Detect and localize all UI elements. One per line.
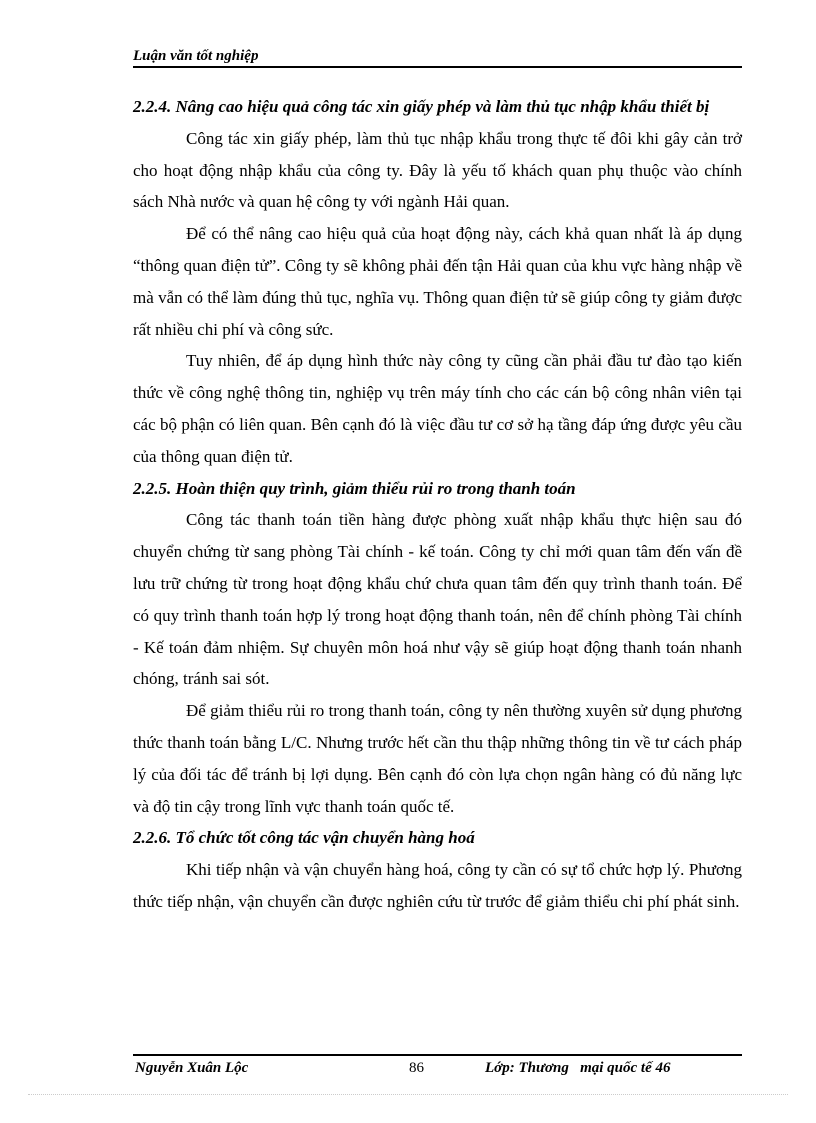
page-header [133,46,742,68]
page-edge-divider [28,1094,788,1095]
paragraph: Công tác xin giấy phép, làm thủ tục nhập khẩu trong thực tế đôi khi gây cản trở cho hoạt động nhập khẩu của công ty. Đây là yếu tố khách quan phụ thuộc vào chính sách Nhà nước và quan hệ công ty với ngành Hải quan. [133,128,742,212]
page-footer [133,1054,742,1078]
section-heading-2-2-5: 2.2.5. Hoàn thiện quy trình, giảm thiểu rủi ro trong thanh toán [133,478,576,498]
document-body [133,91,742,918]
page-number: 86 [409,1060,424,1076]
section-heading-2-2-6: 2.2.6. Tổ chức tốt công tác vận chuyển hàng hoá [133,828,475,848]
paragraph: Để có thể nâng cao hiệu quả của hoạt động này, cách khả quan nhất là áp dụng “thông quan điện tử”. Công ty sẽ không phải đến tận Hải quan của khu vực hàng nhập về mà vẫn có thể làm đúng thủ tục, nghĩa vụ. Thông quan điện tử sẽ giúp công ty giảm được rất nhiều chi phí và công sức. [133,224,742,339]
paragraph: Khi tiếp nhận và vận chuyển hàng hoá, công ty cần có sự tổ chức hợp lý. Phương thức tiếp nhận, vận chuyển cần được nghiên cứu từ trước để giảm thiểu chi phí phát sinh. [133,860,742,911]
paragraph: Để giảm thiểu rủi ro trong thanh toán, công ty nên thường xuyên sử dụng phương thức thanh toán bằng L/C. Nhưng trước hết cần thu thập những thông tin về tư cách pháp lý của đối tác để tránh bị lợi dụng. Bên cạnh đó còn lựa chọn ngân hàng có đủ năng lực và độ tin cậy trong lĩnh vực thanh toán quốc tế. [133,701,742,816]
header-title: Luận văn tốt nghiệp [133,48,259,64]
section-heading-2-2-4: 2.2.4. Nâng cao hiệu quả công tác xin giấy phép và làm thủ tục nhập khẩu thiết bị [133,97,710,116]
paragraph: Tuy nhiên, để áp dụng hình thức này công ty cũng cần phải đầu tư đào tạo kiến thức về công nghệ thông tin, nghiệp vụ trên máy tính cho các cán bộ công nhân viên tại các bộ phận có liên quan. Bên cạnh đó là việc đầu tư cơ sở hạ tầng đáp ứng được yêu cầu của thông quan điện tử. [133,351,742,466]
footer-author: Nguyễn Xuân Lộc [135,1060,249,1076]
footer-class-label: Lớp: Thương mại quốc tế 46 [485,1060,671,1076]
paragraph: Công tác thanh toán tiền hàng được phòng xuất nhập khẩu thực hiện sau đó chuyển chứng từ sang phòng Tài chính - kế toán. Công ty chỉ mới quan tâm đến vấn đề lưu trữ chứng từ trong hoạt động khẩu chứ chưa quan tâm đến quy trình thanh toán. Để có quy trình thanh toán hợp lý trong hoạt động thanh toán, nên để chính phòng Tài chính - Kế toán đảm nhiệm. Sự chuyên môn hoá như vậy sẽ giúp hoạt động thanh toán nhanh chóng, tránh sai sót. [133,510,742,689]
